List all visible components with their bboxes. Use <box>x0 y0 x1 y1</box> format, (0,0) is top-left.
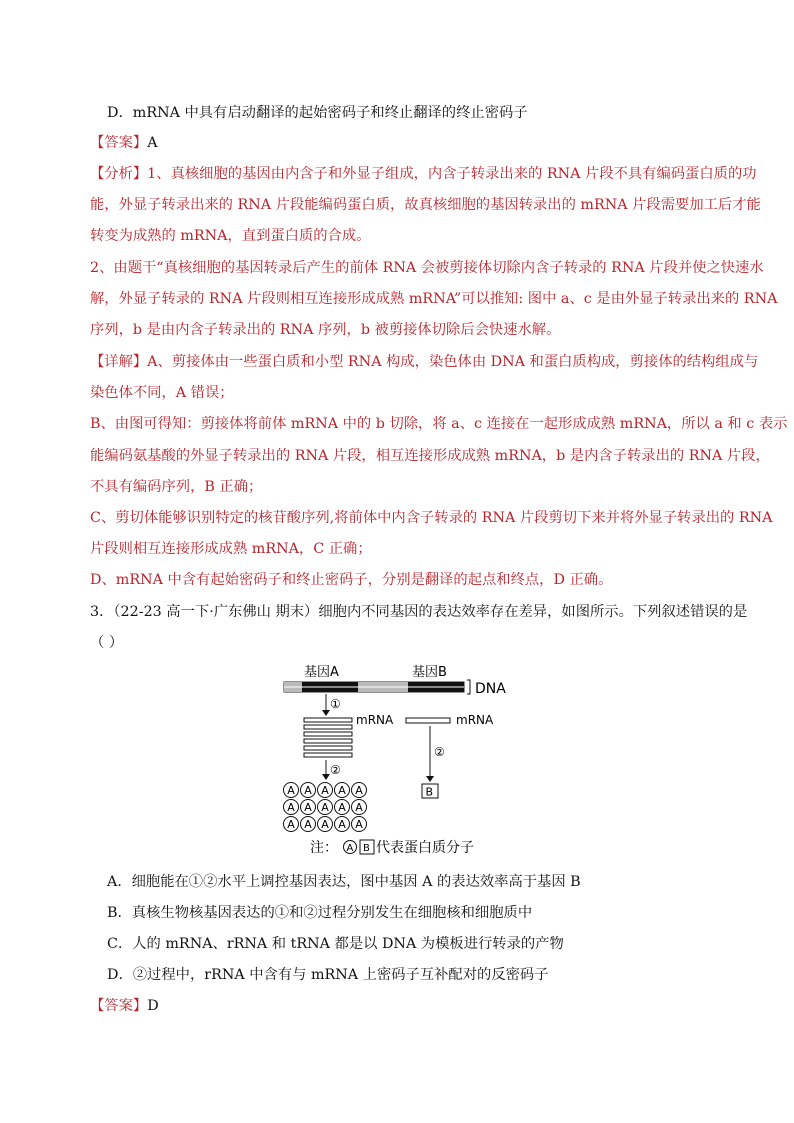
mrna-strand <box>304 739 352 743</box>
protein-a-molecule <box>284 800 299 815</box>
protein-a-letter: A <box>321 801 329 814</box>
gene-a-label: 基因A <box>304 665 339 680</box>
text-line: D、mRNA 中含有起始密码子和终止密码子，分别是翻译的起点和终点，D 正确。 <box>90 572 613 588</box>
protein-b-letter: B <box>425 785 434 799</box>
protein-a-molecule <box>352 783 367 798</box>
text-line: 不具有编码序列，B 正确； <box>90 479 263 495</box>
protein-a-grid <box>284 783 367 832</box>
protein-a-letter: A <box>355 784 363 797</box>
protein-a-molecule <box>335 817 350 832</box>
protein-a-letter: A <box>355 818 363 831</box>
option-c: C．人的 mRNA、rRNA 和 tRNA 都是以 DNA 为模板进行转录的产物 <box>107 936 564 952</box>
protein-a-molecule <box>284 783 299 798</box>
option-d: D．②过程中，rRNA 中含有与 mRNA 上密码子互补配对的反密码子 <box>107 967 549 983</box>
protein-a-molecule <box>352 800 367 815</box>
mrna-a-label: mRNA <box>356 713 394 727</box>
protein-a-molecule <box>301 800 316 815</box>
text-line: 2、由题干“真核细胞的基因转录后产生的前体 RNA 会被剪接体切除内含子转录的 RNA 片段并使之快速水 <box>90 260 764 276</box>
protein-a-letter: A <box>338 784 346 797</box>
text-line: D．mRNA 中具有启动翻译的起始密码子和终止翻译的终止密码子 <box>107 105 528 121</box>
text-line: 解，外显子转录的 RNA 片段则相互连接形成成熟 mRNA”可以推知: 图中 a、c 是由外显子转录出来的 RNA <box>90 291 778 307</box>
protein-a-molecule <box>284 817 299 832</box>
step-1-label: ① <box>330 697 341 711</box>
text-line: 能，外显子转录出来的 RNA 片段能编码蛋白质，故真核细胞的基因转录出的 mRNA 片段需要加工后才能 <box>90 197 761 213</box>
text-line: 3．（22-23 高一下·广东佛山 期末）细胞内不同基因的表达效率存在差异，如图所示。下列叙述错误的是 <box>90 604 748 620</box>
mrna-strand <box>304 753 352 757</box>
protein-a-letter: A <box>287 784 295 797</box>
protein-a-molecule <box>318 783 333 798</box>
option-b: B．真核生物核基因表达的①和②过程分别发生在细胞核和细胞质中 <box>107 905 533 921</box>
mrna-b-label: mRNA <box>456 713 494 727</box>
text-line: 序列，b 是由内含子转录出的 RNA 序列，b 被剪接体切除后会快速水解。 <box>90 322 561 338</box>
protein-a-letter: A <box>287 801 295 814</box>
protein-a-letter: A <box>321 818 329 831</box>
option-a: A．细胞能在①②水平上调控基因表达，图中基因 A 的表达效率高于基因 B <box>107 874 581 890</box>
mrna-strand <box>304 725 352 729</box>
answer-value: A <box>147 135 158 151</box>
answer-value: D <box>147 998 159 1014</box>
answer-line-2 <box>90 996 159 1016</box>
protein-a-letter: A <box>304 784 312 797</box>
text-line: C、剪切体能够识别特定的核苷酸序列,将前体中内含子转录的 RNA 片段剪切下来并将外显子转录出的 RNA <box>90 510 773 526</box>
mrna-strand <box>304 746 352 750</box>
mrna-strand <box>304 718 352 722</box>
protein-a-letter: A <box>304 801 312 814</box>
protein-a-letter: A <box>321 784 329 797</box>
protein-a-molecule <box>335 783 350 798</box>
note-circle-letter: A <box>346 843 354 854</box>
text-line: B、由图可得知：剪接体将前体 mRNA 中的 b 切除，将 a、c 连接在一起形成成熟 mRNA，所以 a 和 c 表示 <box>90 416 788 432</box>
diagram-note <box>310 840 338 856</box>
protein-a-molecule <box>301 817 316 832</box>
gene-expression-diagram <box>270 660 530 860</box>
protein-a-molecule <box>335 800 350 815</box>
note-square-letter: B <box>363 843 370 854</box>
text-line: （ ） <box>90 635 124 651</box>
text-line: 【分析】1、真核细胞的基因由内含子和外显子组成，内含子转录出来的 RNA 片段不具有编码蛋白质的功 <box>90 166 757 182</box>
answer-label: 【答案】 <box>90 998 148 1014</box>
step-2a-label: ② <box>330 763 341 777</box>
protein-a-letter: A <box>338 818 346 831</box>
note-rest: 代表蛋白质分子 <box>376 840 474 856</box>
mrna-strand <box>304 732 352 736</box>
text-line: 【详解】A、剪接体由一些蛋白质和小型 RNA 构成，染色体由 DNA 和蛋白质构成，剪接体的结构组成与 <box>90 354 759 370</box>
answer-label: 【答案】 <box>90 135 148 151</box>
mrna-stack-a <box>304 718 352 757</box>
text-line: 片段则相互连接形成成熟 mRNA，C 正确； <box>90 541 372 557</box>
protein-a-molecule <box>352 817 367 832</box>
answer-line <box>90 133 158 153</box>
text-line: 染色体不同，A 错误； <box>90 385 234 401</box>
protein-a-letter: A <box>355 801 363 814</box>
protein-a-letter: A <box>338 801 346 814</box>
protein-a-letter: A <box>287 818 295 831</box>
mrna-b-bar <box>406 718 450 723</box>
text-line: 能编码氨基酸的外显子转录出的 RNA 片段，相互连接形成成熟 mRNA，b 是内含子转录出的 RNA 片段， <box>90 448 770 464</box>
text-line: 转变为成熟的 mRNA，直到蛋白质的合成。 <box>90 228 371 244</box>
note-prefix: 注： <box>310 840 338 856</box>
protein-a-molecule <box>318 817 333 832</box>
protein-a-molecule <box>301 783 316 798</box>
protein-a-letter: A <box>304 818 312 831</box>
step-2b-label: ② <box>434 745 445 759</box>
dna-label: DNA <box>475 681 506 697</box>
gene-b-label: 基因B <box>412 665 447 680</box>
protein-a-molecule <box>318 800 333 815</box>
